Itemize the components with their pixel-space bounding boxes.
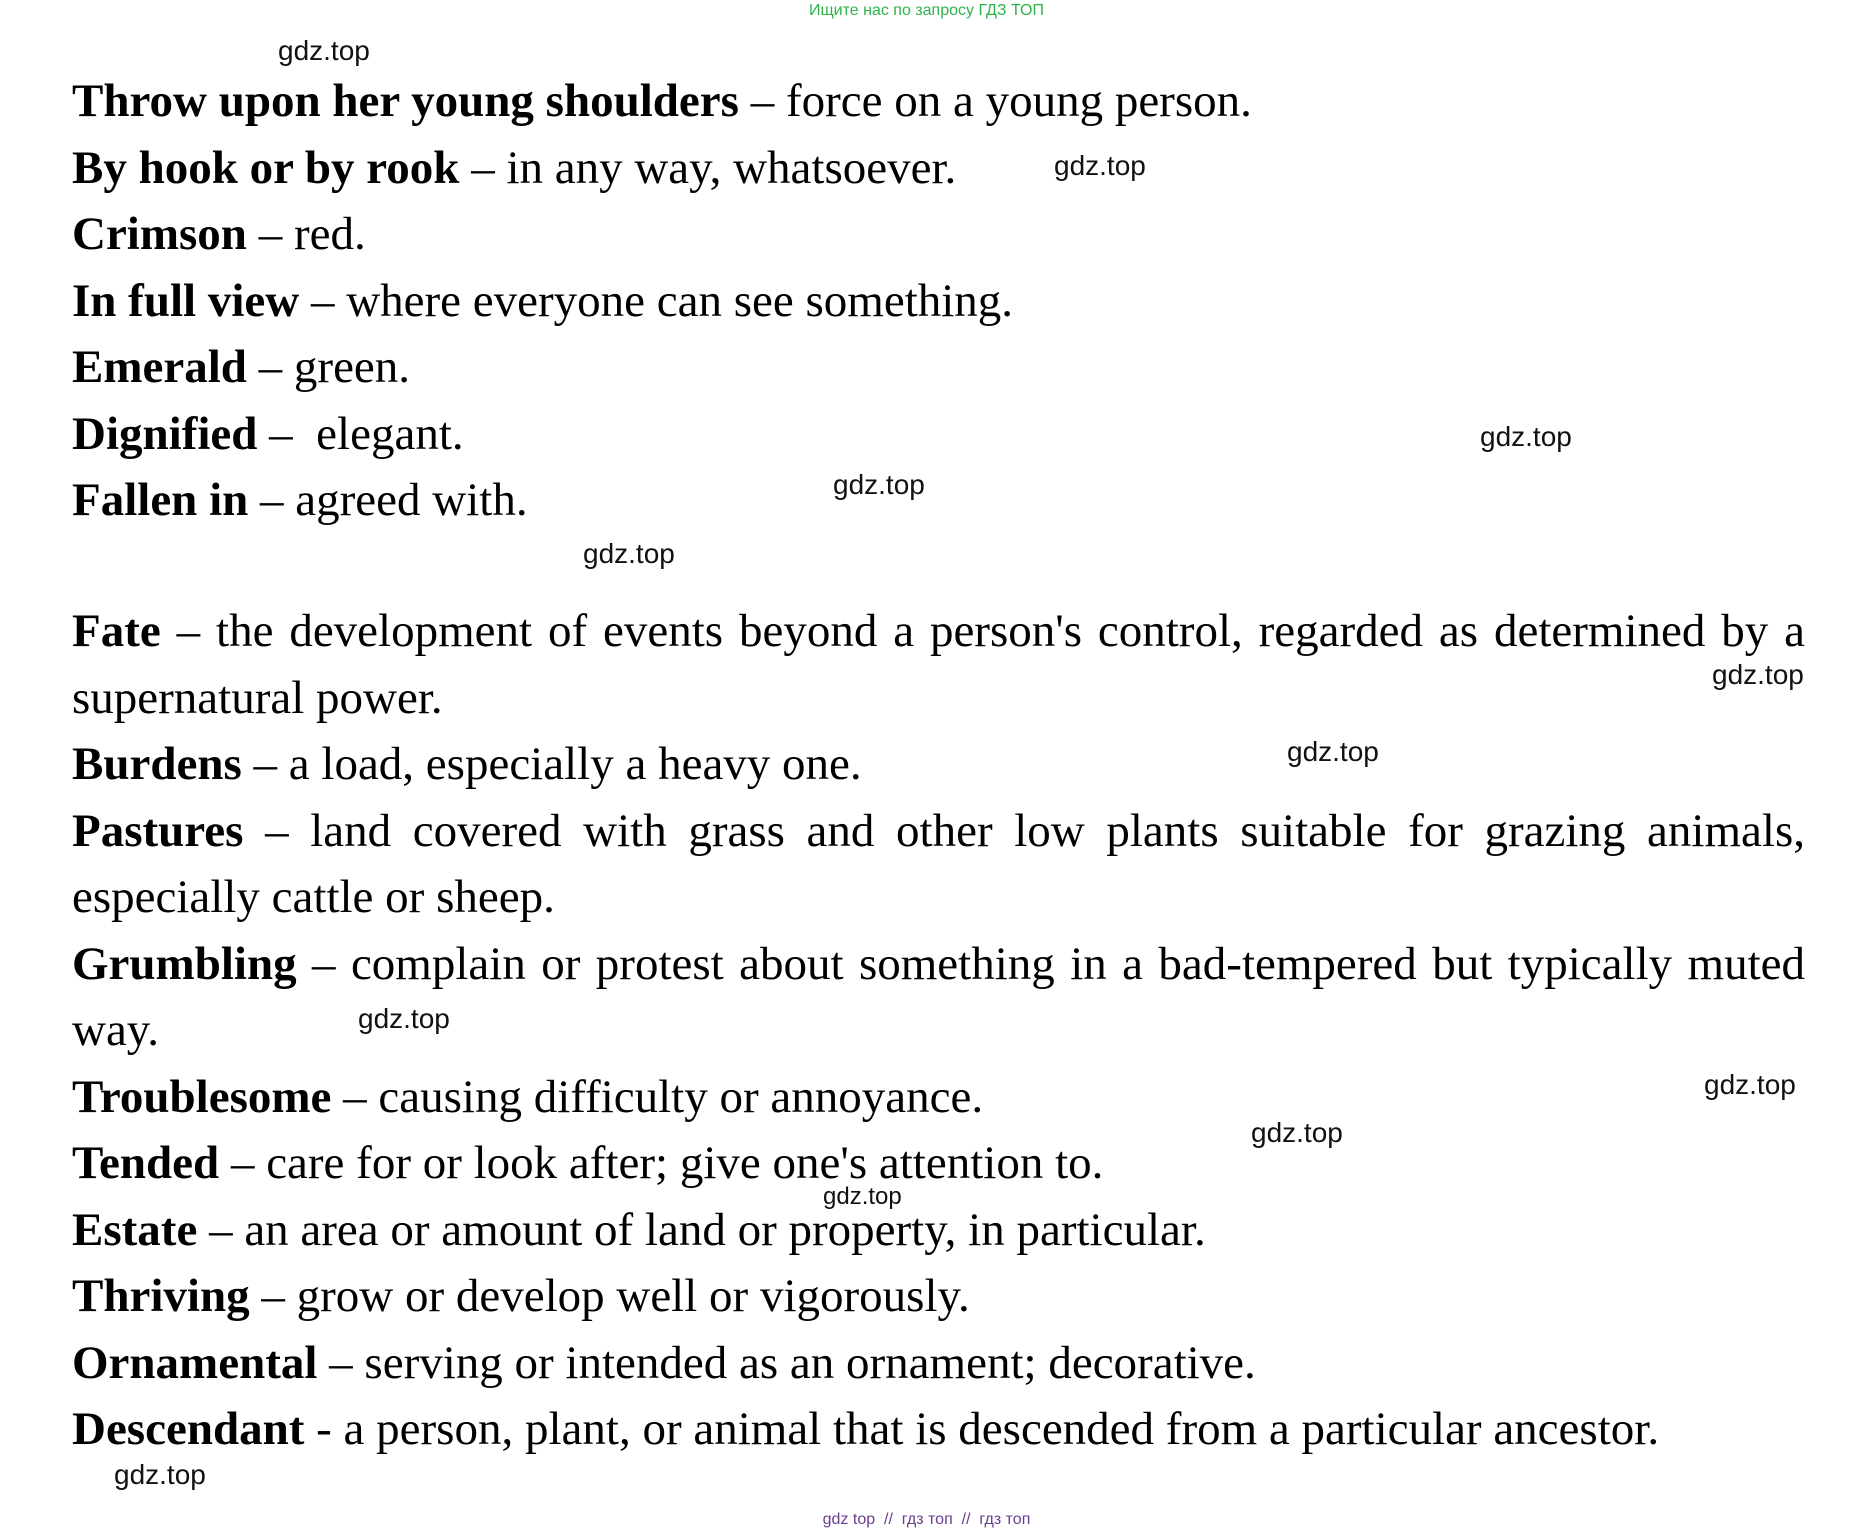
definition: in any way, whatsoever. xyxy=(506,141,957,194)
separator: – xyxy=(299,274,347,327)
term: In full view xyxy=(72,274,300,327)
bottom-banner: gdz top // гдз топ // гдз топ xyxy=(822,1511,1031,1528)
vocab-entry xyxy=(72,731,1805,798)
term: Grumbling xyxy=(72,937,297,990)
separator: – xyxy=(241,738,289,790)
separator: – xyxy=(738,75,786,127)
vocab-entry xyxy=(72,598,1805,731)
vocab-entry xyxy=(72,1197,1805,1264)
definition: a load, especially a heavy one. xyxy=(288,738,862,790)
term: Descendant xyxy=(72,1403,305,1455)
separator: – xyxy=(219,1137,267,1189)
separator: – xyxy=(249,1270,297,1322)
watermark: gdz.top xyxy=(114,1459,206,1490)
watermark: gdz.top xyxy=(278,35,370,66)
definition: care for or look after; give one's attention to. xyxy=(266,1137,1104,1189)
watermark: gdz.top xyxy=(823,1183,902,1210)
vocab-entry xyxy=(72,68,1805,135)
separator: – xyxy=(317,1336,365,1389)
term: Throw upon her young shoulders xyxy=(72,75,739,127)
vocab-entry xyxy=(72,467,1805,534)
term: By hook or by rook xyxy=(72,141,460,194)
watermark: gdz.top xyxy=(1054,150,1146,181)
term: Estate xyxy=(72,1203,198,1256)
definition: where everyone can see something. xyxy=(346,274,1014,327)
vocab-entry xyxy=(72,931,1805,1064)
vocab-entry xyxy=(72,1330,1805,1397)
top-banner: Ищите нас по запросу ГДЗ ТОП xyxy=(809,2,1044,19)
definition: the development of events beyond a person's control, regarded as determined by a supernatural power. xyxy=(72,605,1806,724)
vocab-entry xyxy=(72,268,1805,335)
definition: red. xyxy=(293,208,366,260)
term: Thriving xyxy=(72,1270,250,1322)
watermark: gdz.top xyxy=(1287,736,1379,767)
definition: green. xyxy=(293,341,411,393)
vocab-entry xyxy=(72,1064,1805,1131)
vocab-entry xyxy=(72,1130,1805,1197)
term: Ornamental xyxy=(72,1336,318,1389)
separator: – xyxy=(197,1203,245,1256)
definition: serving or intended as an ornament; decorative. xyxy=(364,1336,1256,1389)
definition: an area or amount of land or property, in particular. xyxy=(244,1203,1206,1256)
term: Tended xyxy=(72,1137,220,1189)
watermark: gdz.top xyxy=(833,469,925,500)
separator: – xyxy=(248,474,296,526)
watermark: gdz.top xyxy=(1480,421,1572,452)
vocab-entry xyxy=(72,201,1805,268)
vocabulary-list-1 xyxy=(72,68,1805,534)
watermark: gdz.top xyxy=(1251,1117,1343,1148)
separator: – xyxy=(243,804,311,857)
watermark: gdz.top xyxy=(1712,659,1804,690)
term: Dignified xyxy=(72,407,258,460)
vocab-entry xyxy=(72,135,1805,202)
watermark: gdz.top xyxy=(358,1003,450,1034)
separator: – xyxy=(246,341,294,393)
vocab-entry xyxy=(72,1396,1805,1463)
separator: – xyxy=(331,1070,379,1123)
separator: – xyxy=(257,407,317,460)
definition: complain or protest about something in a bad-tempered but typically muted way. xyxy=(72,937,1806,1056)
term: Burdens xyxy=(72,738,242,790)
vocab-entry xyxy=(72,401,1805,468)
separator: – xyxy=(160,605,217,657)
watermark: gdz.top xyxy=(1704,1069,1796,1100)
term: Pastures xyxy=(72,804,244,857)
definition: causing difficulty or annoyance. xyxy=(378,1070,984,1123)
definition: force on a young person. xyxy=(785,75,1252,127)
watermark: gdz.top xyxy=(583,538,675,569)
separator: - xyxy=(304,1403,344,1455)
definition: a person, plant, or animal that is descended from a particular ancestor. xyxy=(343,1403,1660,1455)
term: Emerald xyxy=(72,341,247,393)
separator: – xyxy=(246,208,294,260)
separator: – xyxy=(296,937,351,990)
vocab-entry xyxy=(72,1263,1805,1330)
term: Fallen in xyxy=(72,474,249,526)
vocab-entry xyxy=(72,798,1805,931)
definition: agreed with. xyxy=(295,474,528,526)
separator: – xyxy=(459,141,507,194)
vocab-entry xyxy=(72,334,1805,401)
term: Troublesome xyxy=(72,1070,332,1123)
vocabulary-list-2 xyxy=(72,598,1805,1463)
term: Crimson xyxy=(72,208,247,260)
term: Fate xyxy=(72,605,161,657)
definition: elegant. xyxy=(316,407,464,460)
definition: grow or develop well or vigorously. xyxy=(296,1270,970,1322)
definition: land covered with grass and other low plants suitable for grazing animals, especially cattle or sheep. xyxy=(72,804,1805,923)
